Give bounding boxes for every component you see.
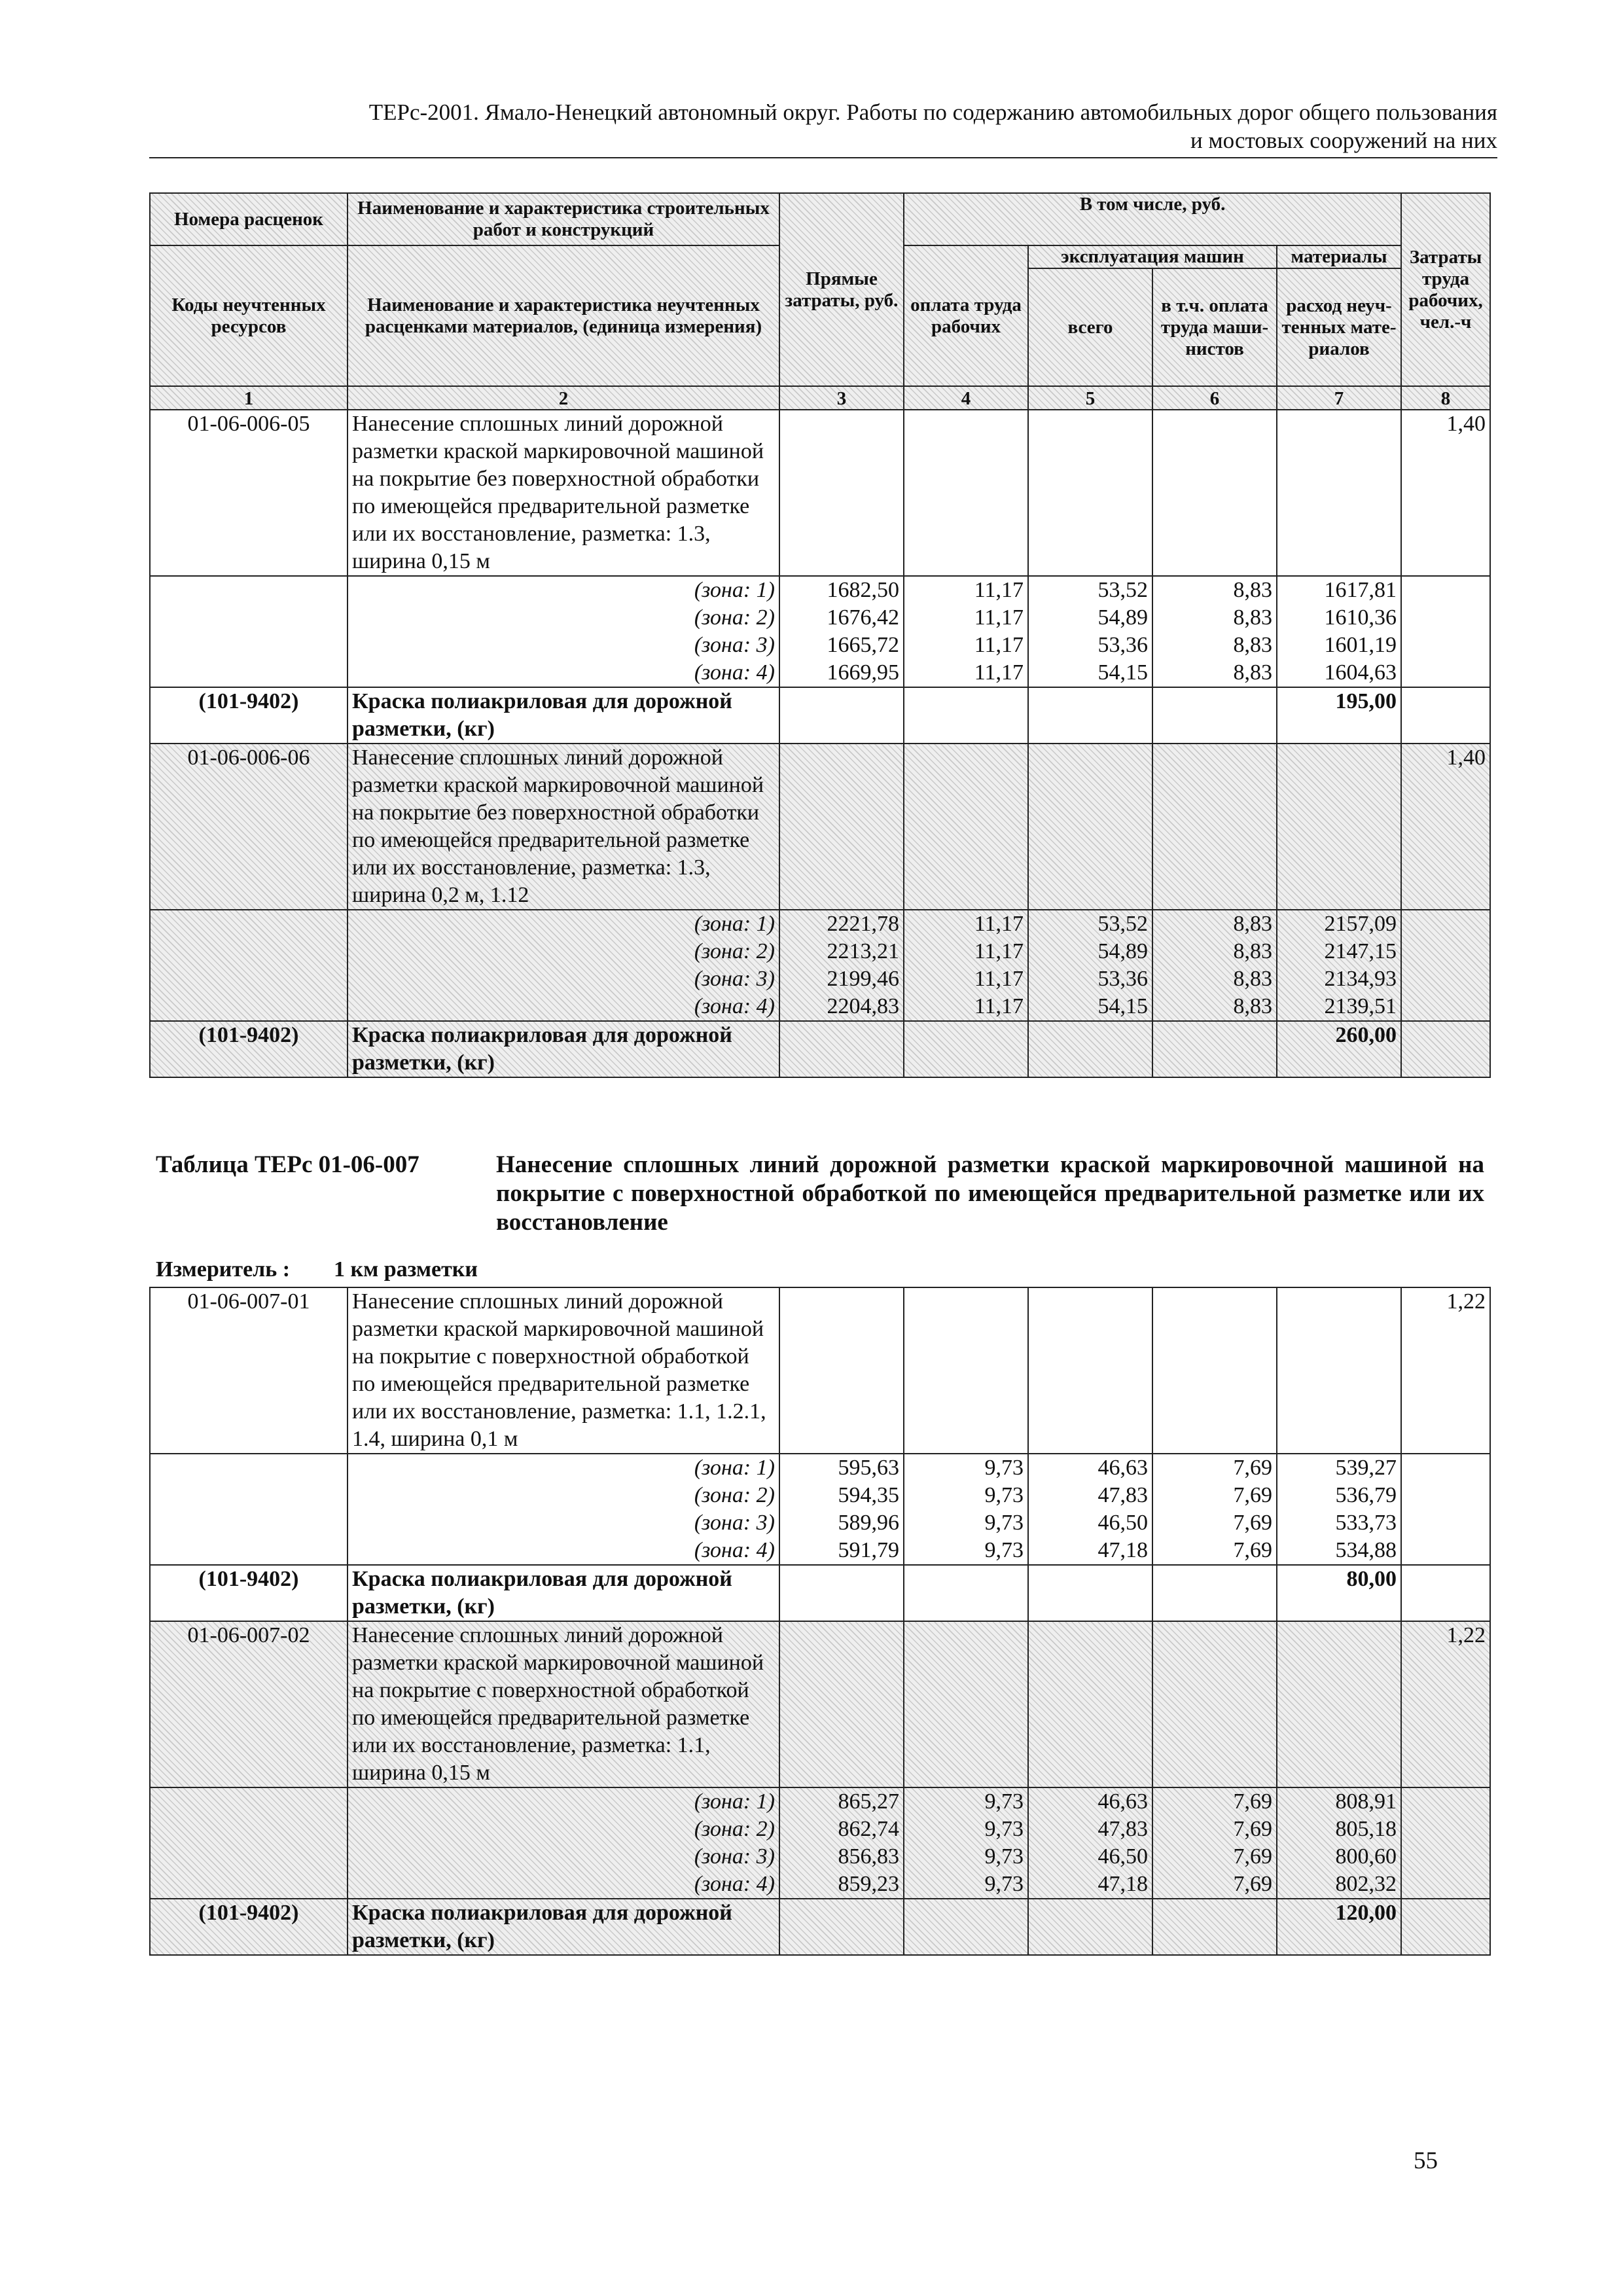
empty-cell (779, 1287, 904, 1454)
rate-row (150, 1621, 1490, 1787)
materials (1277, 1787, 1401, 1899)
labor-pay-value: 9,73 (984, 1483, 1024, 1507)
labor-costs-empty (1401, 576, 1490, 687)
zone-label: (зона: 3) (694, 1844, 775, 1869)
materials-value: 536,79 (1335, 1483, 1397, 1507)
resource-code: (101-9402) (150, 1899, 348, 1955)
empty-cell (1401, 1021, 1490, 1077)
direct-cost-empty (779, 410, 904, 576)
empty-cell (904, 1021, 1028, 1077)
materials-value: 802,32 (1335, 1872, 1397, 1896)
col-labor-costs: Затраты труда рабочих, чел.-ч (1401, 193, 1490, 386)
materials-value: 1617,81 (1324, 578, 1397, 602)
col-machine-operation: эксплуатация машин (1028, 245, 1277, 268)
machine-total-value: 46,63 (1097, 1456, 1148, 1480)
empty-cell (1277, 1287, 1401, 1454)
labor-costs-empty (1401, 910, 1490, 1021)
page-number: 55 (1414, 2147, 1438, 2174)
empty-cell (779, 1565, 904, 1621)
machine-total-value: 46,63 (1097, 1789, 1148, 1814)
machine-total (1028, 910, 1152, 1021)
col-rate-numbers: Номера расценок (150, 193, 348, 245)
labor-costs: 1,40 (1401, 744, 1490, 910)
labor-costs-empty (1401, 1454, 1490, 1565)
empty-cell (904, 1565, 1028, 1621)
rates-table-006 (149, 192, 1491, 1078)
labor-pay-value: 11,17 (974, 939, 1024, 963)
empty-cell (1028, 1621, 1152, 1787)
machine-operator-pay (1152, 910, 1277, 1021)
materials-value: 805,18 (1335, 1817, 1397, 1841)
machine-pay-value: 8,83 (1233, 660, 1272, 685)
empty-cell (1277, 744, 1401, 910)
rate-description: Нанесение сплошных линий дорожной разметки краской маркировочной машиной на покрытие с поверхностной обработкой по имеющейся предварительной разметке или их восстановление, разметка: 1.1, ширина 0,15 м (348, 1621, 779, 1787)
machine-total (1028, 576, 1152, 687)
resource-row (150, 1565, 1490, 1621)
col-materials: материалы (1277, 245, 1401, 268)
machine-total-value: 47,83 (1097, 1817, 1148, 1841)
machine-total-value: 46,50 (1097, 1511, 1148, 1535)
labor-pay-empty (904, 410, 1028, 576)
labor-pay-value: 11,17 (974, 967, 1024, 991)
direct-cost-value: 862,74 (838, 1817, 899, 1841)
materials-value: 2157,09 (1324, 912, 1397, 936)
labor-pay-value: 11,17 (974, 994, 1024, 1018)
empty-cell (904, 687, 1028, 744)
machine-total-value: 53,52 (1097, 912, 1148, 936)
col-direct-costs: Прямые затраты, руб. (779, 193, 904, 386)
direct-cost-value: 591,79 (838, 1538, 899, 1562)
direct-costs (779, 1454, 904, 1565)
empty-cell (779, 1021, 904, 1077)
zone-label: (зона: 2) (694, 939, 775, 963)
materials-value: 539,27 (1335, 1456, 1397, 1480)
machine-pay-value: 8,83 (1233, 912, 1272, 936)
measure-value: 1 км разметки (334, 1257, 478, 1282)
machine-pay-value: 7,69 (1233, 1483, 1272, 1507)
machine-operator-pay (1152, 1454, 1277, 1565)
rate-description: Нанесение сплошных линий дорожной разметки краской маркировочной машиной на покрытие без поверхностной обработки по имеющейся предварительной разметке или их восстановление, разметка: 1.3, ширина 0,15 м (348, 410, 779, 576)
direct-cost-value: 2204,83 (827, 994, 899, 1018)
col-number: 6 (1152, 386, 1277, 410)
empty-cell (1028, 687, 1152, 744)
materials-value: 1604,63 (1324, 660, 1397, 685)
table-label: Таблица ТЕРс 01-06-007 (156, 1151, 419, 1178)
machine-total-empty (1028, 410, 1152, 576)
machine-total (1028, 1787, 1152, 1899)
labor-pay-value: 11,17 (974, 912, 1024, 936)
materials-value: 1601,19 (1324, 633, 1397, 657)
resource-name: Краска полиакриловая для дорожной разметки, (кг) (348, 687, 779, 744)
rate-description: Нанесение сплошных линий дорожной разметки краской маркировочной машиной на покрытие без поверхностной обработки по имеющейся предварительной разметке или их восстановление, разметка: 1.3, ширина 0,2 м, 1.12 (348, 744, 779, 910)
machine-pay-value: 8,83 (1233, 994, 1272, 1018)
empty-cell (904, 1287, 1028, 1454)
machine-pay-value: 8,83 (1233, 967, 1272, 991)
direct-cost-value: 2213,21 (827, 939, 899, 963)
resource-quantity: 195,00 (1277, 687, 1401, 744)
zone-code-empty (150, 1454, 348, 1565)
zone-label: (зона: 1) (694, 578, 775, 602)
materials (1277, 1454, 1401, 1565)
rate-row (150, 1287, 1490, 1454)
labor-pay-value: 11,17 (974, 605, 1024, 630)
rate-code: 01-06-007-01 (150, 1287, 348, 1454)
labor-pay-value: 9,73 (984, 1511, 1024, 1535)
direct-costs (779, 576, 904, 687)
labor-costs: 1,40 (1401, 410, 1490, 576)
col-number: 2 (348, 386, 779, 410)
machine-total (1028, 1454, 1152, 1565)
rates-table-007 (149, 1287, 1491, 1956)
materials (1277, 910, 1401, 1021)
rate-description: Нанесение сплошных линий дорожной разметки краской маркировочной машиной на покрытие с поверхностной обработкой по имеющейся предварительной разметке или их восстановление, разметка: 1.1, 1.2.1, 1.4, ширина 0,1 м (348, 1287, 779, 1454)
measure-label: Измеритель : (156, 1257, 291, 1282)
zone-label: (зона: 3) (694, 633, 775, 657)
resource-row (150, 1899, 1490, 1955)
labor-pay-value: 9,73 (984, 1817, 1024, 1841)
rate-row (150, 744, 1490, 910)
direct-cost-value: 589,96 (838, 1511, 899, 1535)
zone-label: (зона: 1) (694, 1456, 775, 1480)
zone-rows (150, 910, 1490, 1021)
materials-value: 2147,15 (1324, 939, 1397, 963)
measure-unit (156, 1257, 478, 1283)
zone-rows (150, 1454, 1490, 1565)
rate-code: 01-06-006-05 (150, 410, 348, 576)
machine-total-value: 54,15 (1097, 660, 1148, 685)
header-line-1: ТЕРс-2001. Ямало-Ненецкий автономный округ. Работы по содержанию автомобильных дорог общего пользования (368, 99, 1497, 125)
empty-cell (779, 744, 904, 910)
machine-total-value: 47,18 (1097, 1538, 1148, 1562)
machine-total-value: 54,15 (1097, 994, 1148, 1018)
materials (1277, 576, 1401, 687)
direct-cost-value: 595,63 (838, 1456, 899, 1480)
machine-pay-value: 8,83 (1233, 578, 1272, 602)
resource-code: (101-9402) (150, 1021, 348, 1077)
zone-label: (зона: 1) (694, 1789, 775, 1814)
zone-labels (348, 1787, 779, 1899)
resource-name: Краска полиакриловая для дорожной разметки, (кг) (348, 1565, 779, 1621)
labor-costs: 1,22 (1401, 1621, 1490, 1787)
machine-pay-value: 7,69 (1233, 1872, 1272, 1896)
table-body (150, 410, 1490, 1077)
empty-cell (1277, 1621, 1401, 1787)
machine-pay-value: 7,69 (1233, 1789, 1272, 1814)
direct-cost-value: 1682,50 (827, 578, 899, 602)
empty-cell (1152, 1621, 1277, 1787)
col-number: 3 (779, 386, 904, 410)
col-materials-unaccounted: расход неуч-тенных мате-риалов (1277, 268, 1401, 386)
col-machine-total: всего (1028, 268, 1152, 386)
zone-label: (зона: 4) (694, 994, 775, 1018)
col-number: 1 (150, 386, 348, 410)
col-name-bottom: Наименование и характеристика неучтенных расценками материалов, (единица измерения) (348, 245, 779, 386)
zone-code-empty (150, 1787, 348, 1899)
rate-code: 01-06-007-02 (150, 1621, 348, 1787)
materials-value: 808,91 (1335, 1789, 1397, 1814)
machine-total-value: 54,89 (1097, 605, 1148, 630)
direct-cost-value: 2221,78 (827, 912, 899, 936)
labor-pay (904, 910, 1028, 1021)
empty-cell (1028, 1021, 1152, 1077)
col-number: 4 (904, 386, 1028, 410)
zone-label: (зона: 2) (694, 1817, 775, 1841)
direct-cost-value: 1669,95 (827, 660, 899, 685)
labor-pay-value: 11,17 (974, 660, 1024, 685)
zone-label: (зона: 4) (694, 660, 775, 685)
machine-pay-value: 8,83 (1233, 633, 1272, 657)
direct-cost-value: 2199,46 (827, 967, 899, 991)
empty-cell (904, 1621, 1028, 1787)
materials-value: 800,60 (1335, 1844, 1397, 1869)
labor-costs: 1,22 (1401, 1287, 1490, 1454)
machine-pay-value: 7,69 (1233, 1817, 1272, 1841)
direct-costs (779, 910, 904, 1021)
empty-cell (1028, 1287, 1152, 1454)
resource-row (150, 1021, 1490, 1077)
empty-cell (1152, 1565, 1277, 1621)
resource-quantity: 260,00 (1277, 1021, 1401, 1077)
col-resource-codes: Коды неучтенных ресурсов (150, 245, 348, 386)
labor-pay-value: 11,17 (974, 633, 1024, 657)
direct-costs (779, 1787, 904, 1899)
direct-cost-value: 1676,42 (827, 605, 899, 630)
machine-pay-value: 7,69 (1233, 1538, 1272, 1562)
zone-label: (зона: 2) (694, 1483, 775, 1507)
labor-costs-empty (1401, 1787, 1490, 1899)
resource-name: Краска полиакриловая для дорожной разметки, (кг) (348, 1899, 779, 1955)
direct-cost-value: 865,27 (838, 1789, 899, 1814)
direct-cost-value: 856,83 (838, 1844, 899, 1869)
direct-cost-value: 859,23 (838, 1872, 899, 1896)
machine-pay-value: 7,69 (1233, 1456, 1272, 1480)
labor-pay (904, 1787, 1028, 1899)
zone-rows (150, 1787, 1490, 1899)
direct-cost-value: 594,35 (838, 1483, 899, 1507)
machine-operator-pay (1152, 576, 1277, 687)
labor-pay-value: 11,17 (974, 578, 1024, 602)
machine-pay-value: 7,69 (1233, 1511, 1272, 1535)
zone-label: (зона: 4) (694, 1872, 775, 1896)
labor-pay-value: 9,73 (984, 1844, 1024, 1869)
rate-row (150, 410, 1490, 576)
col-number: 5 (1028, 386, 1152, 410)
materials-value: 534,88 (1335, 1538, 1397, 1562)
resource-row (150, 687, 1490, 744)
labor-pay (904, 1454, 1028, 1565)
machine-pay-empty (1152, 410, 1277, 576)
col-labor-pay: оплата труда рабочих (904, 245, 1028, 386)
header-rule (149, 157, 1497, 158)
empty-cell (1028, 744, 1152, 910)
zone-label: (зона: 4) (694, 1538, 775, 1562)
labor-pay (904, 576, 1028, 687)
col-number: 8 (1401, 386, 1490, 410)
labor-pay-value: 9,73 (984, 1456, 1024, 1480)
zone-label: (зона: 3) (694, 1511, 775, 1535)
resource-code: (101-9402) (150, 687, 348, 744)
zone-rows (150, 576, 1490, 687)
zone-code-empty (150, 576, 348, 687)
materials-empty (1277, 410, 1401, 576)
machine-pay-value: 8,83 (1233, 939, 1272, 963)
machine-total-value: 47,18 (1097, 1872, 1148, 1896)
machine-total-value: 53,36 (1097, 967, 1148, 991)
machine-total-value: 53,36 (1097, 633, 1148, 657)
column-numbers-row (150, 386, 1490, 410)
empty-cell (1028, 1899, 1152, 1955)
resource-code: (101-9402) (150, 1565, 348, 1621)
empty-cell (904, 1899, 1028, 1955)
labor-pay-value: 9,73 (984, 1872, 1024, 1896)
rate-code: 01-06-006-06 (150, 744, 348, 910)
empty-cell (779, 687, 904, 744)
col-machine-operator-pay: в т.ч. оплата труда маши-нистов (1152, 268, 1277, 386)
running-header (149, 98, 1497, 154)
zone-label: (зона: 3) (694, 967, 775, 991)
machine-total-value: 53,52 (1097, 578, 1148, 602)
zone-labels (348, 576, 779, 687)
zone-labels (348, 910, 779, 1021)
empty-cell (1152, 744, 1277, 910)
table-body (150, 1287, 1490, 1955)
table-head (150, 193, 1490, 410)
empty-cell (1401, 1565, 1490, 1621)
materials-value: 1610,36 (1324, 605, 1397, 630)
materials-value: 533,73 (1335, 1511, 1397, 1535)
resource-name: Краска полиакриловая для дорожной разметки, (кг) (348, 1021, 779, 1077)
table-caption: Нанесение сплошных линий дорожной разметки краской маркировочной машиной на покрытие с поверхностной обработкой по имеющейся предварительной разметке или их восстановление (496, 1151, 1484, 1236)
materials-value: 2139,51 (1324, 994, 1397, 1018)
zone-labels (348, 1454, 779, 1565)
machine-total-value: 46,50 (1097, 1844, 1148, 1869)
empty-cell (779, 1899, 904, 1955)
resource-quantity: 80,00 (1277, 1565, 1401, 1621)
col-name-top: Наименование и характеристика строительных работ и конструкций (348, 193, 779, 245)
empty-cell (1028, 1565, 1152, 1621)
machine-total-value: 54,89 (1097, 939, 1148, 963)
machine-pay-value: 7,69 (1233, 1844, 1272, 1869)
empty-cell (904, 744, 1028, 910)
resource-quantity: 120,00 (1277, 1899, 1401, 1955)
empty-cell (1152, 1287, 1277, 1454)
empty-cell (1152, 1899, 1277, 1955)
empty-cell (779, 1621, 904, 1787)
col-number: 7 (1277, 386, 1401, 410)
empty-cell (1401, 1899, 1490, 1955)
header-line-2: и мостовых сооружений на них (1190, 128, 1497, 153)
machine-operator-pay (1152, 1787, 1277, 1899)
empty-cell (1401, 687, 1490, 744)
col-including: В том числе, руб. (904, 193, 1401, 245)
empty-cell (1152, 1021, 1277, 1077)
labor-pay-value: 9,73 (984, 1789, 1024, 1814)
direct-cost-value: 1665,72 (827, 633, 899, 657)
zone-code-empty (150, 910, 348, 1021)
labor-pay-value: 9,73 (984, 1538, 1024, 1562)
materials-value: 2134,93 (1324, 967, 1397, 991)
zone-label: (зона: 2) (694, 605, 775, 630)
machine-pay-value: 8,83 (1233, 605, 1272, 630)
empty-cell (1152, 687, 1277, 744)
zone-label: (зона: 1) (694, 912, 775, 936)
machine-total-value: 47,83 (1097, 1483, 1148, 1507)
